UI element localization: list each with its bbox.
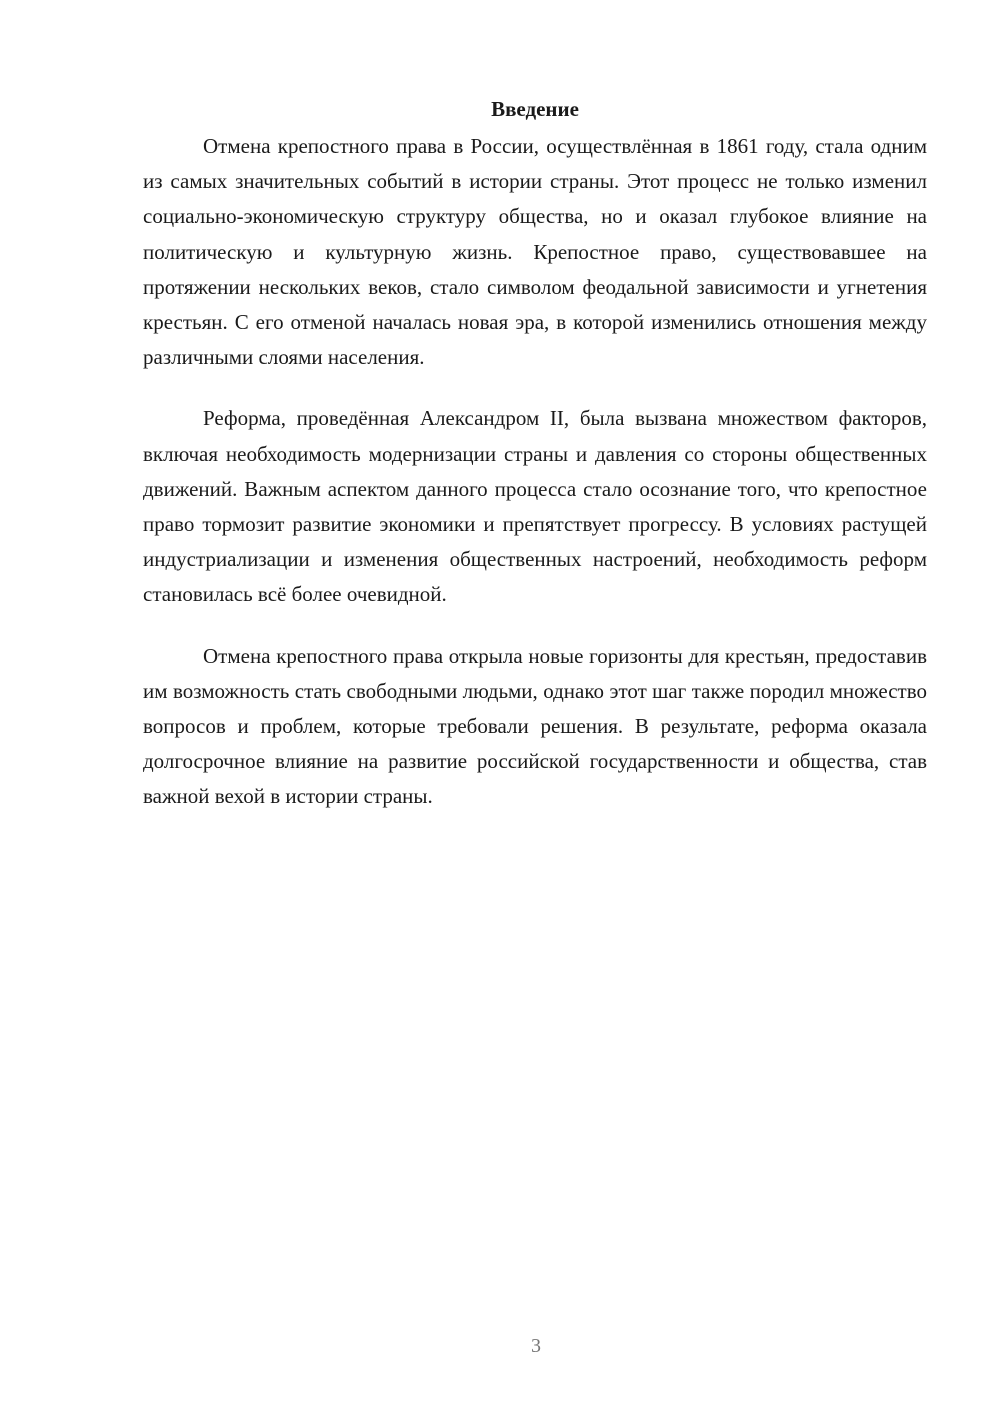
paragraph-3: Отмена крепостного права открыла новые горизонты для крестьян, предоставив им возможность стать свободными людьми, однако этот шаг также породил множество вопросов и проблем, которые требовали решения. В результате, реформа оказала долгосрочное влияние на развитие российской государственности и общества, став важной вехой в истории страны. bbox=[143, 643, 927, 809]
paragraph-1: Отмена крепостного права в России, осуществлённая в 1861 году, стала одним из самых значительных событий в истории страны. Этот процесс не только изменил социально-экономическую структуру общества, но и оказал глубокое влияние на политическую и культурную жизнь. Крепостное право, существовавшее на протяжении нескольких веков, стало символом феодальной зависимости и угнетения крестьян. С его отменой началась новая эра, в которой изменились отношения между различными слоями населения. bbox=[143, 134, 927, 370]
page-content bbox=[143, 92, 927, 841]
paragraph-2: Реформа, проведённая Александром II, была вызвана множеством факторов, включая необходимость модернизации страны и давления со стороны общественных движений. Важным аспектом данного процесса стало осознание того, что крепостное право тормозит развитие экономики и препятствует прогрессу. В условиях растущей индустриализации и изменения общественных настроений, необходимость реформ становилась всё более очевидной. bbox=[143, 406, 927, 607]
section-heading: Введение bbox=[491, 97, 579, 121]
page-number: 3 bbox=[531, 1335, 541, 1357]
